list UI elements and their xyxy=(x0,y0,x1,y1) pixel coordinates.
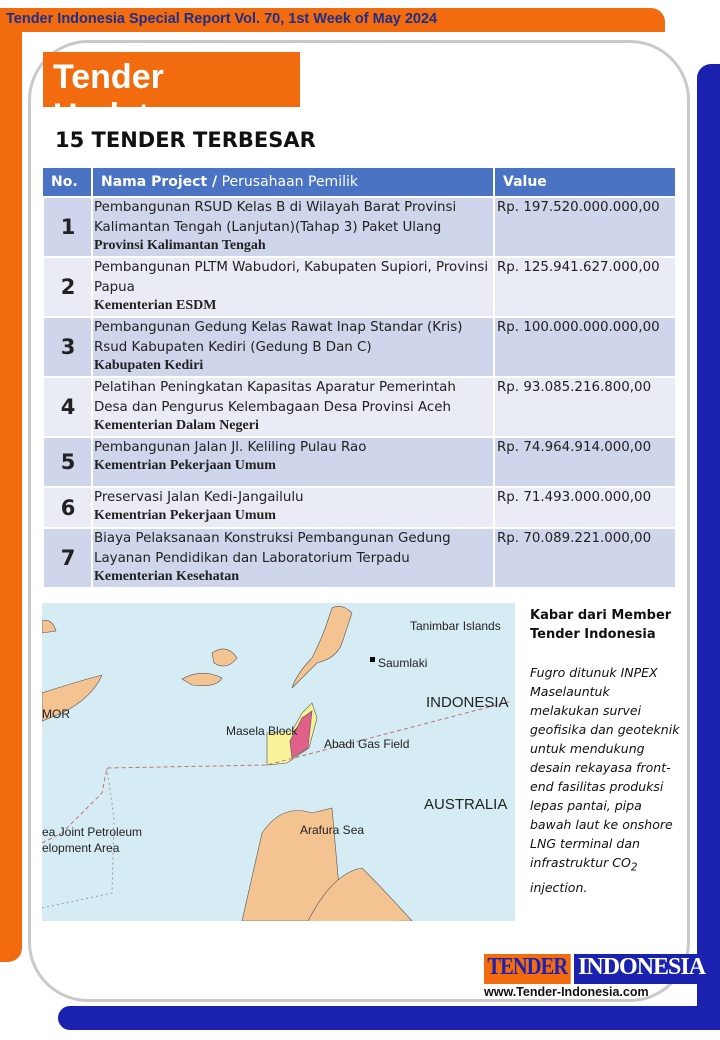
map-label-australia: AUSTRALIA xyxy=(424,796,508,813)
project-name: Pelatihan Peningkatan Kapasitas Aparatur Pemerintah Desa dan Pengurus Kelembagaan Desa Provinsi Aceh xyxy=(94,380,456,415)
col-project-bold: Nama Project / xyxy=(101,174,218,190)
project-name: Preservasi Jalan Kedi-Jangailulu xyxy=(94,490,304,505)
map-label-abadi: Abadi Gas Field xyxy=(324,737,410,751)
owner-name: Kementrian Pekerjaan Umum xyxy=(94,508,276,523)
row-number: 6 xyxy=(43,487,92,528)
owner-name: Kementerian ESDM xyxy=(94,298,217,313)
project-cell xyxy=(92,257,494,317)
member-news-body xyxy=(530,663,680,897)
map-label-mor: MOR xyxy=(42,707,70,721)
report-title: Tender Indonesia Special Report Vol. 70, 1st Week of May 2024 xyxy=(6,11,438,27)
logo-part1: TENDER xyxy=(484,954,571,984)
table-row xyxy=(43,377,676,437)
owner-name: Kabupaten Kediri xyxy=(94,358,204,373)
saumlaki-marker xyxy=(370,657,375,662)
masela-map xyxy=(42,603,515,921)
body-text-end: injection. xyxy=(530,879,588,895)
project-cell xyxy=(92,437,494,487)
value-cell: Rp. 74.964.914.000,00 xyxy=(494,437,676,487)
table-row xyxy=(43,197,676,257)
project-name: Pembangunan RSUD Kelas B di Wilayah Barat Provinsi Kalimantan Tengah (Lanjutan)(Tahap 3) Paket Ulang xyxy=(94,200,457,235)
map-label-arafura: Arafura Sea xyxy=(300,823,365,837)
logo-part2: INDONESIA xyxy=(574,954,709,984)
col-project-rest: Perusahaan Pemilik xyxy=(217,174,358,190)
project-cell xyxy=(92,487,494,528)
col-project xyxy=(92,168,494,197)
tender-indonesia-logo xyxy=(484,954,706,999)
member-news xyxy=(530,606,680,897)
section-title: 15 TENDER TERBESAR xyxy=(55,128,316,152)
value-cell: Rp. 93.085.216.800,00 xyxy=(494,377,676,437)
owner-name: Provinsi Kalimantan Tengah xyxy=(94,238,266,253)
body-subscript: 2 xyxy=(630,861,638,874)
right-accent-bar xyxy=(697,64,720,1024)
row-number: 4 xyxy=(43,377,92,437)
table-row xyxy=(43,317,676,377)
project-name: Pembangunan Gedung Kelas Rawat Inap Standar (Kris) Rsud Kabupaten Kediri (Gedung B Dan C) xyxy=(94,320,463,355)
value-cell: Rp. 70.089.221.000,00 xyxy=(494,528,676,588)
table-header xyxy=(43,168,676,197)
row-number: 1 xyxy=(43,197,92,257)
project-name: Pembangunan Jalan Jl. Keliling Pulau Rao xyxy=(94,440,367,455)
table-row xyxy=(43,437,676,487)
row-number: 2 xyxy=(43,257,92,317)
project-cell xyxy=(92,317,494,377)
map-label-jpda2: elopment Area xyxy=(42,841,120,855)
table-row xyxy=(43,528,676,588)
row-number: 7 xyxy=(43,528,92,588)
row-number: 3 xyxy=(43,317,92,377)
value-cell: Rp. 71.493.000.000,00 xyxy=(494,487,676,528)
member-news-title: Kabar dari Member Tender Indonesia xyxy=(530,608,672,642)
project-name: Pembangunan PLTM Wabudori, Kabupaten Supiori, Provinsi Papua xyxy=(94,260,489,295)
col-value: Value xyxy=(494,168,676,197)
value-cell: Rp. 197.520.000.000,00 xyxy=(494,197,676,257)
value-cell: Rp. 125.941.627.000,00 xyxy=(494,257,676,317)
logo-url[interactable]: www.Tender-Indonesia.com xyxy=(484,985,649,999)
bottom-accent-bar xyxy=(58,1006,720,1030)
table-row xyxy=(43,487,676,528)
section-badge: Tender Updates xyxy=(43,52,300,107)
project-name: Biaya Pelaksanaan Konstruksi Pembangunan Gedung Layanan Pendidikan dan Laboratorium Terpadu xyxy=(94,531,451,566)
map-label-jpda1: ea Joint Petroleum xyxy=(42,825,143,839)
map-label-tanimbar: Tanimbar Islands xyxy=(410,619,501,633)
row-number: 5 xyxy=(43,437,92,487)
tender-table xyxy=(42,168,677,589)
value-cell: Rp. 100.000.000.000,00 xyxy=(494,317,676,377)
map-label-saumlaki: Saumlaki xyxy=(378,656,428,670)
owner-name: Kementerian Dalam Negeri xyxy=(94,418,259,433)
map-label-masela: Masela Block xyxy=(226,724,298,738)
project-cell xyxy=(92,528,494,588)
map-label-indonesia: INDONESIA xyxy=(426,694,509,711)
project-cell xyxy=(92,377,494,437)
project-cell xyxy=(92,197,494,257)
owner-name: Kementerian Kesehatan xyxy=(94,569,240,584)
left-accent-bar xyxy=(0,30,22,962)
owner-name: Kementrian Pekerjaan Umum xyxy=(94,458,276,473)
table-row xyxy=(43,257,676,317)
body-text: Fugro ditunuk INPEX Maselauntuk melakukan survei geofisika dan geoteknik untuk mendukung desain rekayasa front-end fasilitas produksi lepas pantai, pipa bawah laut ke onshore LNG terminal dan infrastruktur CO xyxy=(530,665,680,870)
col-no: No. xyxy=(43,168,92,197)
header-bar xyxy=(0,8,665,32)
